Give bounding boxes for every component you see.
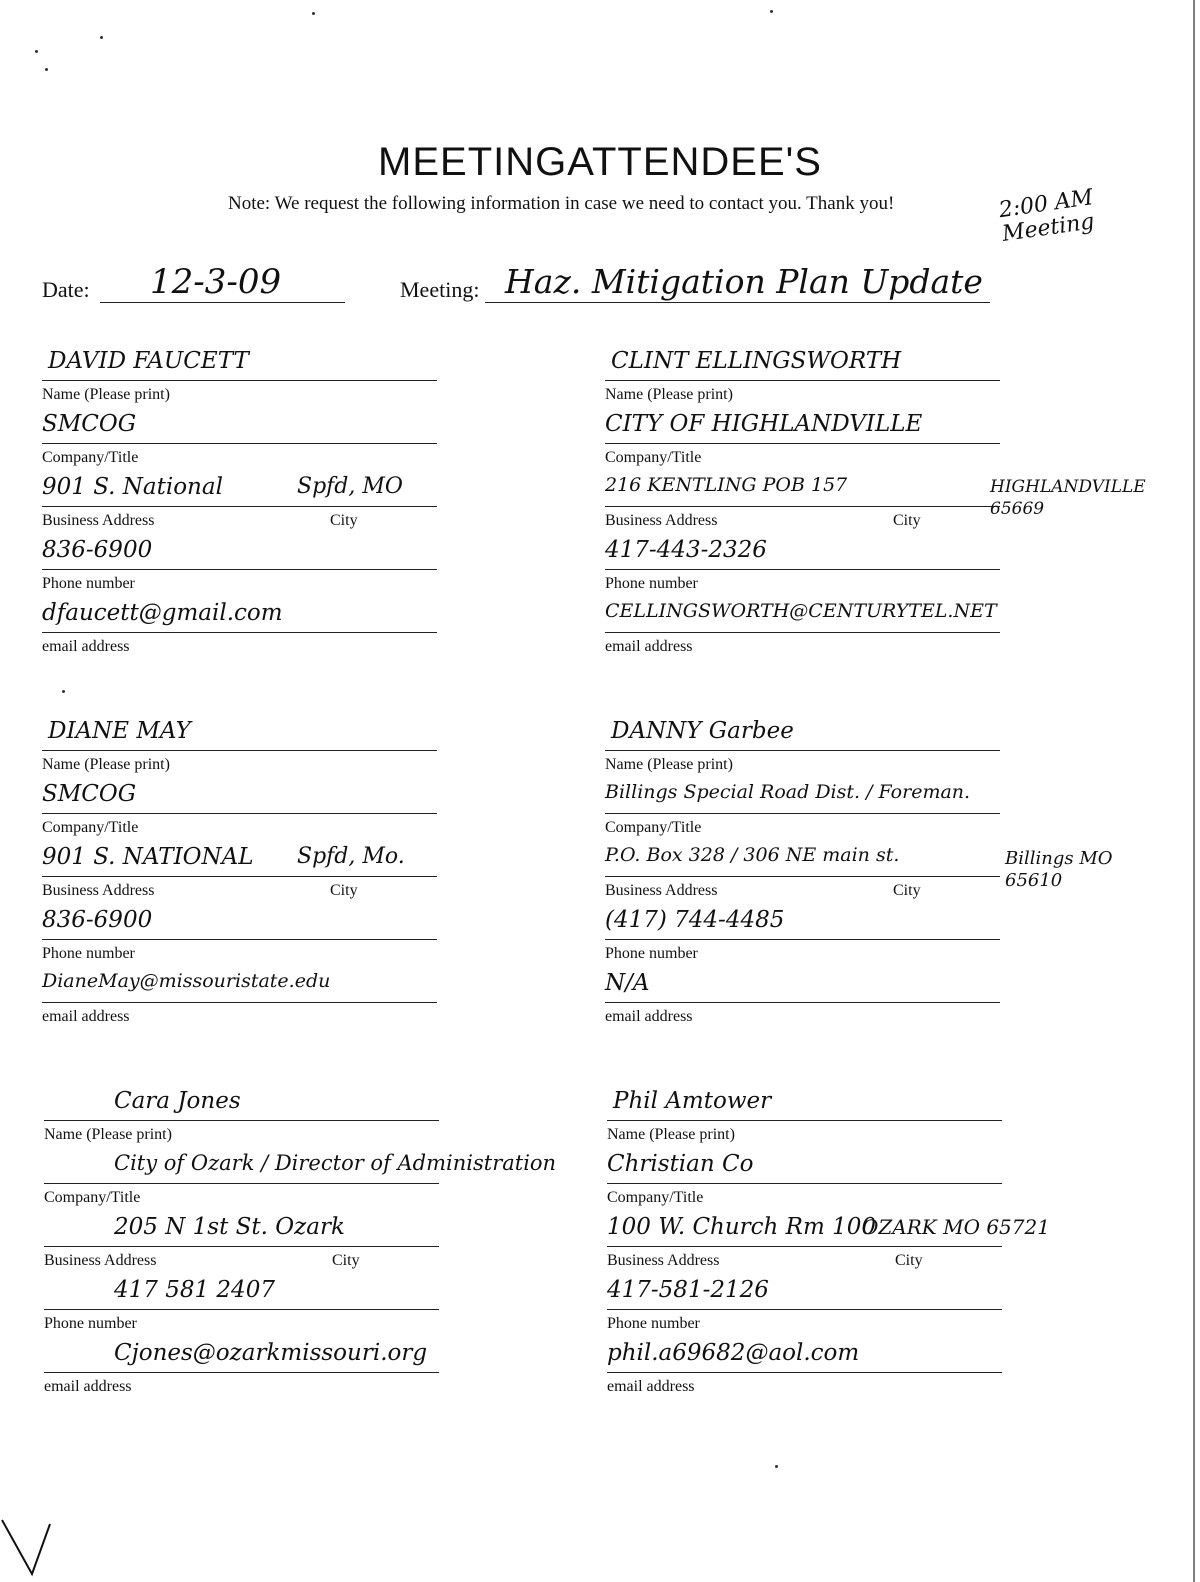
attendee-email-line	[605, 632, 1000, 633]
attendee-city-value: Spfd, Mo.	[297, 844, 405, 869]
page-title: MEETINGATTENDEE'S	[378, 140, 822, 184]
attendee-phone-value: 417-443-2326	[605, 537, 767, 563]
attendee-email-value: DianeMay@missouristate.edu	[42, 970, 331, 992]
attendee-email-line	[605, 1002, 1000, 1003]
scan-border	[1190, 0, 1198, 1582]
attendee-phone-line	[44, 1309, 439, 1310]
attendee-phone-value: (417) 744-4485	[605, 907, 785, 933]
attendee-company-label: Company/Title	[605, 449, 702, 466]
attendee-email-label: email address	[44, 1378, 132, 1395]
attendee-phone-value: 417-581-2126	[607, 1277, 769, 1303]
meeting-line	[485, 302, 990, 303]
attendee-company-label: Company/Title	[42, 819, 139, 836]
attendee-block	[44, 1080, 557, 1410]
attendee-phone-label: Phone number	[42, 575, 135, 592]
attendee-address-line	[605, 506, 1000, 507]
attendee-company-label: Company/Title	[44, 1189, 141, 1206]
attendee-company-value: SMCOG	[42, 411, 137, 437]
form-note: Note: We request the following information in case we need to contact you. Thank you!	[228, 193, 895, 214]
attendee-address-label: Business Address	[605, 512, 718, 529]
attendee-phone-label: Phone number	[607, 1315, 700, 1332]
attendee-name-value: DANNY Garbee	[611, 718, 794, 744]
attendee-city-label: City	[893, 512, 921, 529]
attendee-block	[607, 1080, 1050, 1410]
attendee-company-line	[44, 1183, 439, 1184]
date-value: 12-3-09	[150, 262, 282, 302]
scan-speck	[100, 36, 103, 39]
attendee-phone-label: Phone number	[605, 575, 698, 592]
attendee-city-value: Spfd, MO	[297, 474, 403, 499]
attendee-email-value: N/A	[605, 970, 650, 996]
attendee-email-label: email address	[605, 638, 693, 655]
attendee-city-label: City	[330, 512, 358, 529]
attendee-name-value: Cara Jones	[114, 1088, 241, 1114]
date-line	[100, 302, 345, 303]
attendee-company-label: Company/Title	[607, 1189, 704, 1206]
attendee-address-value: 100 W. Church Rm 100	[607, 1214, 877, 1240]
attendee-name-value: DIANE MAY	[48, 718, 191, 744]
attendee-city-value: HIGHLANDVILLE 65669	[990, 477, 1146, 519]
attendee-company-value: SMCOG	[42, 781, 137, 807]
attendee-name-value: DAVID FAUCETT	[48, 348, 249, 374]
attendee-name-label: Name (Please print)	[607, 1126, 735, 1143]
scan-edge-mark	[0, 1512, 60, 1582]
attendee-phone-line	[42, 569, 437, 570]
attendee-email-line	[42, 1002, 437, 1003]
meeting-label: Meeting:	[400, 277, 480, 302]
attendee-name-label: Name (Please print)	[44, 1126, 172, 1143]
attendee-phone-line	[605, 569, 1000, 570]
attendee-company-line	[607, 1183, 1002, 1184]
attendee-address-line	[607, 1246, 1002, 1247]
attendee-company-label: Company/Title	[42, 449, 139, 466]
attendee-address-line	[44, 1246, 439, 1247]
attendee-address-value: 901 S. NATIONAL	[42, 844, 254, 870]
attendee-email-value: Cjones@ozarkmissouri.org	[114, 1340, 428, 1366]
meeting-value: Haz. Mitigation Plan Update	[505, 262, 983, 301]
scan-speck	[62, 690, 65, 693]
attendee-email-label: email address	[42, 1008, 130, 1025]
attendee-phone-label: Phone number	[605, 945, 698, 962]
attendee-block	[605, 340, 1146, 670]
attendee-name-label: Name (Please print)	[605, 386, 733, 403]
attendee-address-value: P.O. Box 328 / 306 NE main st.	[605, 844, 900, 866]
attendee-company-line	[605, 443, 1000, 444]
attendee-address-value: 205 N 1st St. Ozark	[114, 1214, 345, 1240]
attendee-email-value: dfaucett@gmail.com	[42, 600, 283, 626]
attendee-address-value: 901 S. National	[42, 474, 223, 500]
attendee-email-line	[44, 1372, 439, 1373]
attendee-company-value: City of Ozark / Director of Administration	[114, 1151, 557, 1175]
attendee-name-line	[605, 750, 1000, 751]
attendee-email-value: CELLINGSWORTH@CENTURYTEL.NET	[605, 600, 997, 622]
attendee-name-value: Phil Amtower	[613, 1088, 772, 1114]
scan-speck	[45, 68, 48, 71]
attendee-city-label: City	[330, 882, 358, 899]
attendee-city-label: City	[332, 1252, 360, 1269]
attendee-phone-value: 417 581 2407	[114, 1277, 275, 1303]
attendee-company-value: Billings Special Road Dist. / Foreman.	[605, 781, 971, 803]
attendee-city-label: City	[893, 882, 921, 899]
attendee-city-value: OZARK MO 65721	[862, 1215, 1050, 1239]
attendee-company-value: CITY OF HIGHLANDVILLE	[605, 411, 923, 437]
attendee-city-value: Billings MO 65610	[1005, 848, 1113, 891]
scan-speck	[770, 10, 773, 13]
attendee-name-value: CLINT ELLINGSWORTH	[611, 348, 902, 374]
scan-speck	[312, 12, 315, 15]
attendee-address-label: Business Address	[605, 882, 718, 899]
attendee-company-line	[605, 813, 1000, 814]
attendee-name-label: Name (Please print)	[42, 756, 170, 773]
attendee-name-line	[44, 1120, 439, 1121]
attendee-name-line	[607, 1120, 1002, 1121]
attendee-address-line	[42, 506, 437, 507]
attendee-address-label: Business Address	[44, 1252, 157, 1269]
attendee-city-label: City	[895, 1252, 923, 1269]
attendee-name-label: Name (Please print)	[605, 756, 733, 773]
attendee-name-label: Name (Please print)	[42, 386, 170, 403]
attendee-phone-line	[607, 1309, 1002, 1310]
attendee-company-value: Christian Co	[607, 1151, 754, 1177]
attendee-email-line	[607, 1372, 1002, 1373]
attendee-block	[605, 710, 1113, 1040]
date-label: Date:	[42, 277, 90, 302]
attendee-address-line	[42, 876, 437, 877]
attendee-address-label: Business Address	[42, 512, 155, 529]
attendee-block	[42, 710, 462, 1040]
attendee-phone-line	[42, 939, 437, 940]
attendee-name-line	[42, 750, 437, 751]
scan-speck	[35, 50, 38, 53]
attendee-company-line	[42, 813, 437, 814]
attendee-email-value: phil.a69682@aol.com	[607, 1340, 860, 1366]
attendee-address-label: Business Address	[42, 882, 155, 899]
attendee-block	[42, 340, 462, 670]
attendee-name-line	[42, 380, 437, 381]
attendee-address-label: Business Address	[607, 1252, 720, 1269]
attendee-email-label: email address	[607, 1378, 695, 1395]
meeting-time-note: 2:00 AM Meeting	[997, 185, 1096, 247]
attendee-company-line	[42, 443, 437, 444]
attendee-email-label: email address	[42, 638, 130, 655]
attendee-address-line	[605, 876, 1000, 877]
attendee-phone-label: Phone number	[42, 945, 135, 962]
attendee-phone-line	[605, 939, 1000, 940]
attendee-phone-value: 836-6900	[42, 907, 153, 933]
attendee-email-line	[42, 632, 437, 633]
attendee-phone-label: Phone number	[44, 1315, 137, 1332]
attendee-phone-value: 836-6900	[42, 537, 153, 563]
attendee-email-label: email address	[605, 1008, 693, 1025]
attendee-company-label: Company/Title	[605, 819, 702, 836]
scan-speck	[775, 1465, 778, 1468]
attendee-name-line	[605, 380, 1000, 381]
attendee-address-value: 216 KENTLING POB 157	[605, 474, 848, 496]
